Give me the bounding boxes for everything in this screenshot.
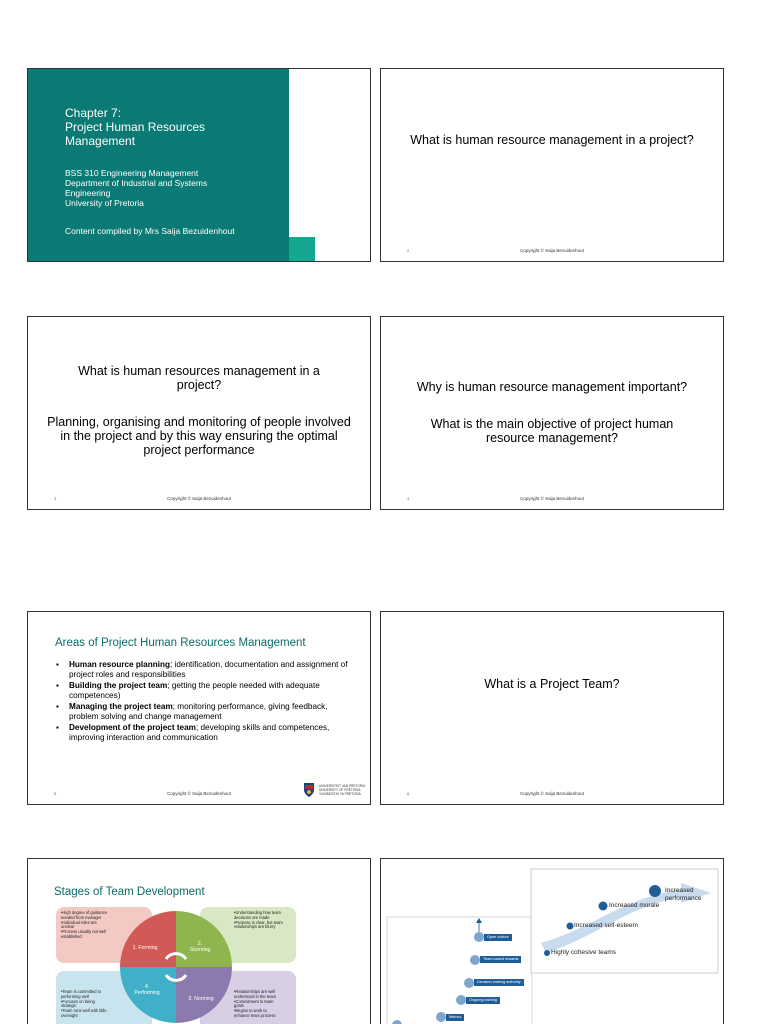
- slide-1: [27, 68, 371, 262]
- team-performance-diagram: [381, 859, 724, 1024]
- slide-title: Areas of Project Human Resources Management: [55, 637, 306, 649]
- copyright: Copyright © Saija Bezuidenhout: [167, 496, 231, 501]
- copyright: Copyright © Saija Bezuidenhout: [520, 248, 584, 253]
- compiled-by: Content compiled by Mrs Saija Bezuidenhout: [65, 226, 235, 236]
- milestone-icon: [649, 885, 661, 897]
- milestone-icon: [599, 902, 608, 911]
- page-number: 4: [407, 496, 410, 501]
- step-label: Ongoing training: [466, 997, 500, 1004]
- step-node-icon: [474, 932, 484, 942]
- milestone-icon: [544, 950, 550, 956]
- chapter-title: Chapter 7: Project Human Resources Management: [65, 106, 206, 148]
- slide-question: What is human resources management in a project?: [78, 364, 320, 392]
- forming-description: •High degree of guidance needed from manager •Individual roles are unclear •Process usually not well established: [61, 910, 108, 939]
- page-number: 3: [54, 496, 57, 501]
- step-label: Open culture: [484, 934, 512, 941]
- page-number: 6: [407, 791, 410, 796]
- step-label: Metrics: [446, 1014, 464, 1021]
- list-item: ▪ Managing the project team; monitoring performance, giving feedback, problem solving and change management: [56, 702, 351, 722]
- slide-4: [380, 316, 724, 510]
- slide-2: [380, 68, 724, 262]
- performing-label: 4. Performing: [134, 984, 160, 996]
- copyright: Copyright © Saija Bezuidenhout: [520, 496, 584, 501]
- course-info: BSS 310 Engineering Management Department of Industrial and Systems Engineering University of Pretoria: [65, 168, 208, 208]
- performing-description: •Team is committed to performing well •Focuses on being strategic •Team runs well with little oversight: [61, 989, 107, 1018]
- copyright: Copyright © Saija Bezuidenhout: [520, 791, 584, 796]
- arrow-label: Increased performance: [665, 887, 702, 902]
- list-item: ▪ Development of the project team; developing skills and competences, improving interaction and communication: [56, 723, 351, 743]
- slide-6: [380, 611, 724, 805]
- norming-label: 3. Norming: [188, 996, 214, 1002]
- list-item: ▪ Human resource planning; identification, documentation and assignment of project roles and responsibilities: [56, 660, 351, 680]
- step-node-icon: [470, 955, 480, 965]
- norming-description: •Relationships are well understood in the team •Commitment to team goals •Begins to work to enhance team process: [234, 989, 276, 1018]
- forming-label: 1. Forming: [132, 945, 158, 951]
- page-number: 2: [407, 248, 410, 253]
- slide-question: What is a Project Team?: [484, 677, 620, 691]
- step-node-icon: [436, 1012, 446, 1022]
- arrow-label: Increased morale: [609, 902, 660, 909]
- list-item: ▪ Building the project team; getting the people needed with adequate competences): [56, 681, 351, 701]
- step-label: Decision-making authority: [474, 979, 524, 986]
- decorative-square: [289, 237, 315, 262]
- title-panel: [28, 69, 289, 262]
- copyright: Copyright © Saija Bezuidenhout: [167, 791, 231, 796]
- storming-label: 2. Storming: [189, 941, 211, 953]
- slide-question-1: Why is human resource management important?: [416, 380, 688, 394]
- areas-list: [56, 660, 351, 744]
- university-logo-text: UNIVERSITEIT VAN PRETORIA UNIVERSITY OF PRETORIA YUNIBESITHI YA PRETORIA: [319, 784, 366, 796]
- arrow-label: Increased self-esteem: [574, 922, 638, 929]
- slide-answer: Planning, organising and monitoring of people involved in the project and by this way ensuring the optimal project performance: [47, 415, 351, 457]
- slide-7: [27, 858, 371, 1024]
- step-label: Team-based rewards: [480, 956, 521, 963]
- slide-title: Stages of Team Development: [54, 886, 205, 898]
- page-number: 5: [54, 791, 57, 796]
- slide-question-2: What is the main objective of project human resource management?: [430, 417, 674, 445]
- arrow-box: [531, 869, 718, 973]
- step-node-icon: [456, 995, 466, 1005]
- slide-8: [380, 858, 724, 1024]
- slide-question: What is human resource management in a project?: [410, 133, 694, 147]
- step-node-icon: [464, 978, 474, 988]
- milestone-icon: [567, 923, 574, 930]
- slide-5: [27, 611, 371, 805]
- slide-3: [27, 316, 371, 510]
- arrow-label: Highly cohesive teams: [551, 949, 617, 956]
- storming-description: •Understanding how team decisions are made •Purpose is clear, but team relationships are blurry: [234, 910, 283, 930]
